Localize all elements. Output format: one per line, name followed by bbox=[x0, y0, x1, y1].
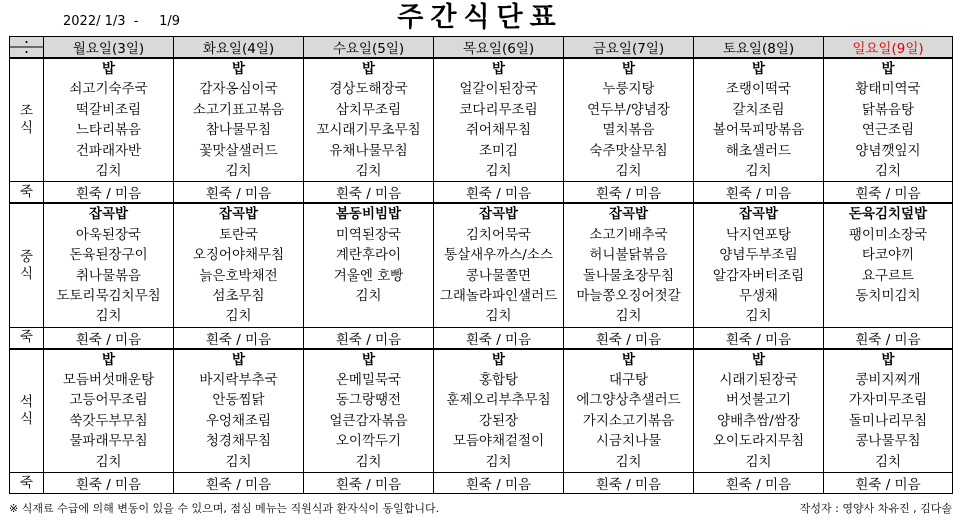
menu-item: 연근조림 bbox=[861, 122, 915, 139]
porridge-cell: 흰죽 / 미음 bbox=[824, 182, 953, 204]
menu-item: 낙지연포탕 bbox=[725, 226, 792, 243]
menu-item: 무생채 bbox=[738, 287, 779, 304]
menu-item: 그래놀라파인샐러드 bbox=[439, 287, 558, 304]
menu-item: 유채나물무침 bbox=[329, 142, 408, 159]
porridge-cell: 흰죽 / 미음 bbox=[44, 327, 174, 349]
menu-item-main: 잡곡밥 bbox=[738, 206, 779, 223]
menu-item: 청경채무침 bbox=[205, 433, 272, 450]
menu-item: 꽃맛살샐러드 bbox=[199, 142, 278, 159]
menu-item: 계란후라이 bbox=[335, 247, 402, 264]
menu-item: 고등어무조림 bbox=[69, 392, 148, 409]
menu-item-main: 밥 bbox=[101, 351, 116, 368]
porridge-row bbox=[10, 327, 953, 349]
menu-item-main: 밥 bbox=[881, 351, 895, 368]
menu-item: 김치 bbox=[355, 287, 382, 304]
porridge-cell: 흰죽 / 미음 bbox=[304, 473, 434, 494]
porridge-row bbox=[10, 182, 953, 204]
porridge-cell: 흰죽 / 미음 bbox=[564, 182, 694, 204]
menu-item: 멸치볶음 bbox=[602, 122, 655, 139]
menu-cell bbox=[174, 349, 304, 473]
menu-item: 양념깻잎지 bbox=[855, 142, 921, 159]
menu-item: 오이도라지무침 bbox=[712, 433, 805, 450]
menu-item: 돈육된장구이 bbox=[69, 247, 148, 264]
menu-cell bbox=[44, 58, 174, 182]
menu-item: 늙은호박채전 bbox=[199, 267, 278, 284]
porridge-label: 죽 bbox=[10, 182, 44, 204]
menu-item: 돌나물초장무침 bbox=[582, 267, 675, 284]
menu-item: 김치 bbox=[745, 308, 772, 325]
menu-item: 김치 bbox=[615, 453, 642, 470]
menu-item: 김치 bbox=[745, 453, 772, 470]
menu-item: 동치미김치 bbox=[855, 287, 921, 304]
menu-item-main: 밥 bbox=[231, 61, 246, 77]
menu-item-main: 잡곡밥 bbox=[608, 206, 649, 223]
meal-label-char: 식 bbox=[19, 410, 34, 427]
menu-item-main: 밥 bbox=[101, 61, 116, 77]
menu-item: 양념두부조림 bbox=[719, 247, 798, 264]
menu-item: 김치 bbox=[355, 453, 382, 470]
meal-label bbox=[10, 58, 44, 182]
day-header-4: 목요일(6일) bbox=[434, 37, 564, 59]
diagonal-divider-icon bbox=[10, 37, 43, 57]
menu-item: 참나물무침 bbox=[205, 122, 272, 139]
menu-item: 해초샐러드 bbox=[725, 142, 792, 159]
meal-row bbox=[10, 203, 953, 327]
menu-cell bbox=[564, 349, 694, 473]
meal-label-char: 조 bbox=[19, 103, 34, 120]
menu-cell bbox=[694, 349, 824, 473]
day-header-row bbox=[10, 37, 953, 59]
menu-item: 쑥갓두부무침 bbox=[69, 412, 148, 429]
menu-item: 조랭이떡국 bbox=[725, 81, 792, 98]
menu-item: 양배추쌈/쌈장 bbox=[717, 412, 800, 429]
porridge-cell: 흰죽 / 미음 bbox=[434, 473, 564, 494]
meal-label bbox=[10, 203, 44, 327]
menu-item: 섬초무침 bbox=[212, 287, 265, 304]
menu-item: 김치어묵국 bbox=[465, 226, 532, 243]
menu-item: 모듬버섯매운탕 bbox=[62, 372, 155, 389]
porridge-cell: 흰죽 / 미음 bbox=[44, 182, 174, 204]
menu-cell bbox=[824, 58, 953, 182]
menu-item: 연두부/양념장 bbox=[587, 101, 670, 118]
meal-label-char: 식 bbox=[19, 265, 34, 282]
porridge-cell: 흰죽 / 미음 bbox=[694, 182, 824, 204]
menu-item: 김치 bbox=[225, 162, 252, 179]
menu-item: 경상도해장국 bbox=[329, 81, 408, 98]
menu-cell bbox=[824, 203, 953, 327]
menu-item: 황태미역국 bbox=[855, 81, 921, 98]
porridge-cell: 흰죽 / 미음 bbox=[824, 473, 953, 494]
menu-item-main: 밥 bbox=[751, 61, 766, 77]
menu-item: 오이깍두기 bbox=[335, 433, 402, 450]
menu-item: 시래기된장국 bbox=[719, 372, 798, 389]
day-header-2: 화요일(4일) bbox=[174, 37, 304, 59]
meal-label-char: 식 bbox=[19, 120, 34, 137]
menu-item: 김치 bbox=[615, 308, 642, 325]
menu-cell bbox=[304, 203, 434, 327]
weekly-menu-table bbox=[9, 36, 953, 494]
meal-row bbox=[10, 349, 953, 473]
menu-item-main: 잡곡밥 bbox=[478, 206, 519, 223]
porridge-cell: 흰죽 / 미음 bbox=[174, 327, 304, 349]
menu-item: 건파래자반 bbox=[75, 142, 142, 159]
menu-item: 마늘쫑오징어젓갈 bbox=[576, 287, 681, 304]
menu-item: 돌미나리무침 bbox=[848, 412, 928, 429]
menu-item: 모듬야채겉절이 bbox=[452, 433, 545, 450]
menu-cell bbox=[174, 203, 304, 327]
menu-cell bbox=[174, 58, 304, 182]
meal-row bbox=[10, 58, 953, 182]
porridge-label: 죽 bbox=[10, 327, 44, 349]
menu-item-main: 잡곡밥 bbox=[88, 206, 129, 223]
menu-item: 버섯불고기 bbox=[725, 392, 792, 409]
porridge-cell: 흰죽 / 미음 bbox=[434, 327, 564, 349]
menu-item: 볼어묵피망볶음 bbox=[712, 122, 805, 139]
menu-item: 김치 bbox=[485, 308, 512, 325]
page-title: 주간식단표 bbox=[397, 2, 563, 33]
menu-item-main: 밥 bbox=[361, 61, 376, 77]
menu-item-main: 밥 bbox=[621, 61, 636, 77]
menu-item: 느타리볶음 bbox=[75, 122, 142, 139]
menu-item: 요구르트 bbox=[861, 267, 915, 284]
porridge-cell: 흰죽 / 미음 bbox=[304, 182, 434, 204]
menu-item: 김치 bbox=[225, 308, 252, 325]
menu-item: 안동찜닭 bbox=[212, 392, 265, 409]
menu-item: 떡갈비조림 bbox=[75, 101, 142, 118]
menu-item: 통살새우까스/소스 bbox=[444, 247, 553, 264]
menu-item-main: 밥 bbox=[491, 61, 506, 77]
menu-item: 허니불닭볶음 bbox=[589, 247, 668, 264]
menu-item-main: 밥 bbox=[361, 351, 376, 368]
menu-item: 코다리무조림 bbox=[459, 101, 538, 118]
menu-item: 가지소고기볶음 bbox=[582, 412, 675, 429]
menu-item: 소고기표고볶음 bbox=[192, 101, 285, 118]
menu-item-main: 밥 bbox=[491, 351, 506, 368]
menu-item: 대구탕 bbox=[608, 372, 649, 389]
menu-item: 도토리묵김치무침 bbox=[56, 287, 161, 304]
menu-item bbox=[304, 306, 433, 326]
porridge-cell: 흰죽 / 미음 bbox=[304, 327, 434, 349]
menu-item: 에그양상추샐러드 bbox=[576, 392, 681, 409]
menu-item: 김치 bbox=[874, 162, 902, 179]
porridge-cell: 흰죽 / 미음 bbox=[174, 473, 304, 494]
menu-item-main: 돈육김치덮밥 bbox=[848, 206, 928, 223]
menu-item: 갈치조림 bbox=[732, 101, 785, 118]
day-header-5: 금요일(7일) bbox=[564, 37, 694, 59]
menu-item-main: 밥 bbox=[881, 61, 895, 77]
footer-author: 작성자 : 영양사 차유진 , 김다솔 bbox=[799, 502, 952, 515]
menu-item: 삼치무조림 bbox=[335, 101, 402, 118]
meal-label bbox=[10, 349, 44, 473]
menu-item: 겨울엔 호빵 bbox=[333, 267, 404, 284]
menu-item: 콩나물쫄면 bbox=[465, 267, 532, 284]
meal-label-char: 석 bbox=[19, 393, 34, 410]
date-range: 2022/ 1/3 - 1/9 bbox=[63, 14, 181, 29]
porridge-cell: 흰죽 / 미음 bbox=[174, 182, 304, 204]
day-header-1: 월요일(3일) bbox=[44, 37, 174, 59]
porridge-cell: 흰죽 / 미음 bbox=[694, 473, 824, 494]
menu-item bbox=[824, 306, 952, 326]
menu-item: 물파래무무침 bbox=[69, 433, 148, 450]
menu-item: 김치 bbox=[745, 162, 772, 179]
day-header-7: 일요일(9일) bbox=[824, 37, 953, 59]
menu-item-main: 밥 bbox=[621, 351, 636, 368]
menu-item: 홍합탕 bbox=[478, 372, 519, 389]
menu-cell bbox=[434, 203, 564, 327]
menu-body bbox=[10, 58, 953, 494]
menu-item: 김치 bbox=[225, 453, 252, 470]
menu-item: 소고기배추국 bbox=[589, 226, 668, 243]
porridge-cell: 흰죽 / 미음 bbox=[694, 327, 824, 349]
menu-item: 감자옹심이국 bbox=[199, 81, 278, 98]
menu-item: 시금치나물 bbox=[595, 433, 662, 450]
day-header-6: 토요일(8일) bbox=[694, 37, 824, 59]
menu-cell bbox=[694, 58, 824, 182]
menu-item: 얼큰감자볶음 bbox=[329, 412, 408, 429]
menu-item: 토란국 bbox=[218, 226, 259, 243]
menu-cell bbox=[304, 349, 434, 473]
menu-item: 콩비지찌개 bbox=[855, 372, 921, 389]
menu-item: 조미김 bbox=[478, 142, 519, 159]
menu-item: 바지락부추국 bbox=[199, 372, 278, 389]
menu-cell bbox=[564, 58, 694, 182]
menu-item: 콩나물무침 bbox=[855, 433, 921, 450]
menu-item: 김치 bbox=[485, 162, 512, 179]
menu-item: 김치 bbox=[95, 162, 122, 179]
menu-item: 온메밀묵국 bbox=[335, 372, 402, 389]
menu-item: 알감자버터조림 bbox=[712, 267, 805, 284]
menu-item: 아욱된장국 bbox=[75, 226, 142, 243]
menu-item-main: 밥 bbox=[231, 351, 246, 368]
porridge-cell: 흰죽 / 미음 bbox=[434, 182, 564, 204]
day-header-3: 수요일(5일) bbox=[304, 37, 434, 59]
menu-item: 김치 bbox=[874, 453, 902, 470]
porridge-row bbox=[10, 473, 953, 494]
menu-item: 가자미무조림 bbox=[848, 392, 928, 409]
menu-item: 우엉채조림 bbox=[205, 412, 272, 429]
menu-item: 김치 bbox=[95, 453, 122, 470]
menu-item: 타코야끼 bbox=[861, 247, 915, 264]
menu-item: 누룽지탕 bbox=[602, 81, 655, 98]
menu-item: 김치 bbox=[485, 453, 512, 470]
footer-note: ※ 식재료 수급에 의해 변동이 있을 수 있으며, 점심 메뉴는 직원식과 환자식이 동일합니다. bbox=[9, 502, 440, 515]
menu-item: 숙주맛살무침 bbox=[589, 142, 668, 159]
menu-item: 동그랑땡전 bbox=[335, 392, 402, 409]
menu-item: 김치 bbox=[95, 308, 122, 325]
porridge-cell: 흰죽 / 미음 bbox=[564, 473, 694, 494]
menu-item: 오징어야채무침 bbox=[192, 247, 285, 264]
menu-item: 쥐어채무침 bbox=[465, 122, 532, 139]
menu-cell bbox=[304, 58, 434, 182]
menu-cell bbox=[434, 349, 564, 473]
porridge-cell: 흰죽 / 미음 bbox=[564, 327, 694, 349]
porridge-cell: 흰죽 / 미음 bbox=[44, 473, 174, 494]
menu-item: 강된장 bbox=[478, 412, 519, 429]
porridge-cell: 흰죽 / 미음 bbox=[824, 327, 953, 349]
menu-item: 쇠고기숙주국 bbox=[69, 81, 148, 98]
menu-item: 훈제오리부추무침 bbox=[446, 392, 551, 409]
menu-item: 미역된장국 bbox=[335, 226, 402, 243]
menu-cell bbox=[824, 349, 953, 473]
meal-label-char: 중 bbox=[19, 248, 34, 265]
menu-item-main: 봄동비빔밥 bbox=[335, 206, 402, 223]
menu-item-main: 밥 bbox=[751, 351, 766, 368]
corner-cell bbox=[10, 37, 44, 59]
menu-cell bbox=[564, 203, 694, 327]
menu-item: 얼갈이된장국 bbox=[459, 81, 538, 98]
menu-item: 취나물볶음 bbox=[75, 267, 142, 284]
menu-item-main: 잡곡밥 bbox=[218, 206, 259, 223]
porridge-label: 죽 bbox=[10, 473, 44, 494]
menu-cell bbox=[44, 203, 174, 327]
menu-cell bbox=[434, 58, 564, 182]
menu-item: 김치 bbox=[615, 162, 642, 179]
menu-item: 팽이미소장국 bbox=[848, 226, 928, 243]
menu-cell bbox=[694, 203, 824, 327]
menu-item: 닭볶음탕 bbox=[861, 101, 915, 118]
menu-item: 꼬시래기무초무침 bbox=[316, 122, 421, 139]
menu-cell bbox=[44, 349, 174, 473]
menu-item: 김치 bbox=[355, 162, 382, 179]
